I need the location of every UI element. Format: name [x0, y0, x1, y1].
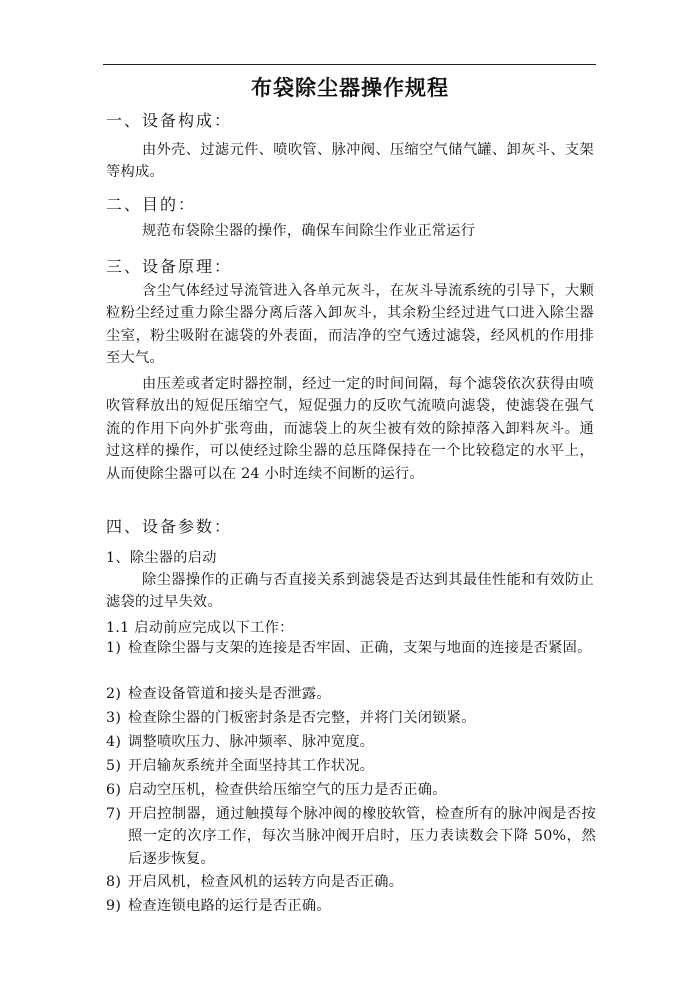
principle-paragraph-1: 含尘气体经过导流管进入各单元灰斗，在灰斗导流系统的引导下，大颗粒粉尘经过重力除尘器分离后落入卸灰斗，其余粉尘经过进气口进入除尘器尘室，粉尘吸附在滤袋的外表面，而洁净的空气透过滤袋，经风机的作用排至大气。: [106, 283, 594, 367]
document-title: 布袋除尘器操作规程: [251, 76, 449, 100]
checklist-item-text: 开启风机，检查风机的运转方向是否正确。: [128, 874, 404, 890]
checklist-item-text: 启动空压机，检查供给压缩空气的压力是否正确。: [128, 782, 447, 798]
checklist-item-text: 检查设备管道和接头是否泄露。: [128, 686, 331, 702]
checklist-item: [106, 803, 596, 870]
section-heading-purpose: 二、目的：: [106, 195, 197, 214]
purpose-paragraph: 规范布袋除尘器的操作，确保车间除尘作业正常运行: [142, 223, 476, 239]
checklist-item: [106, 707, 596, 729]
checklist-item-number: 2): [106, 686, 122, 702]
principle-paragraph-2: 由压差或者定时器控制，经过一定的时间间隔，每个滤袋依次获得由喷吹管释放出的短促压缩空气，短促强力的反吹气流喷向滤袋，使滤袋在强气流的作用下向外扩张弯曲，而滤袋上的灰尘被有效的除掉落入卸料灰斗。通过这样的操作，可以使经过除尘器的总压降保持在一个比较稳定的水平上，从而使除尘器可以在 24 小时连续不间断的运行。: [106, 376, 594, 482]
header-rule: [103, 64, 596, 65]
checklist-item: [106, 731, 596, 753]
checklist-item-number: 4): [106, 734, 122, 750]
section-heading-parameters: 四、设备参数：: [106, 517, 233, 536]
checklist-item-number: 3): [106, 710, 122, 726]
subsection-startup: 1、除尘器的启动: [106, 550, 217, 566]
checklist-item: [106, 779, 596, 801]
composition-paragraph: 由外壳、过滤元件、喷吹管、脉冲阀、压缩空气储气罐、卸灰斗、支架等构成。: [106, 142, 594, 181]
checklist-item-number: 9): [106, 898, 122, 914]
checklist-item: [106, 755, 596, 777]
checklist-item-number: 6): [106, 782, 122, 798]
checklist-item-text: 检查除尘器与支架的连接是否牢固、正确，支架与地面的连接是否紧固。: [128, 640, 592, 656]
checklist-item-number: 5): [106, 758, 122, 774]
checklist-item-text: 检查除尘器的门板密封条是否完整，并将门关闭锁紧。: [128, 710, 476, 726]
checklist-item-number: 7): [106, 806, 122, 822]
checklist-item: [106, 637, 596, 659]
checklist-item-number: 8): [106, 874, 122, 890]
checklist-item-text: 开启控制器，通过触摸每个脉冲阀的橡胶软管，检查所有的脉冲阀是否按照一定的次序工作，每次当脉冲阀开启时，压力表读数会下降 50%，然后逐步恢复。: [128, 806, 596, 867]
checklist-item: [106, 895, 596, 917]
checklist-item-text: 检查连锁电路的运行是否正确。: [128, 898, 331, 914]
checklist-item-text: 调整喷吹压力、脉冲频率、脉冲宽度。: [128, 734, 375, 750]
checklist-item-number: 1): [106, 640, 122, 656]
subsection-prestart: 1.1 启动前应完成以下工作：: [106, 620, 294, 636]
checklist-item: [106, 871, 596, 893]
checklist-item: [106, 683, 596, 705]
section-heading-composition: 一、设备构成：: [106, 111, 233, 130]
checklist-item-text: 开启输灰系统并全面坚持其工作状况。: [128, 758, 375, 774]
section-heading-principle: 三、设备原理：: [106, 257, 233, 276]
startup-paragraph: 除尘器操作的正确与否直接关系到滤袋是否达到其最佳性能和有效防止滤袋的过早失效。: [106, 572, 594, 611]
